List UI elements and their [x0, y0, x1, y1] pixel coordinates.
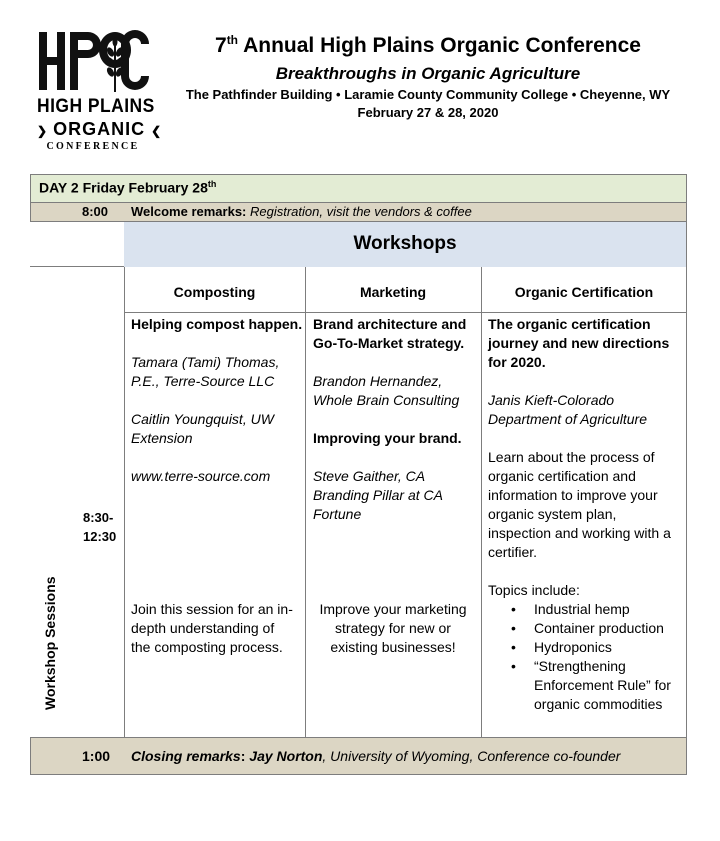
closing-time: 1:00 [82, 748, 111, 764]
hpoc-logo [33, 30, 162, 152]
session-time [83, 508, 116, 546]
title-number: 7 [215, 34, 227, 57]
certification-desc-line: organic system plan, [488, 506, 617, 522]
topic4-line: organic commodities [534, 696, 663, 712]
marketing-title2: Improving your brand. [313, 430, 462, 446]
topic4-line: • “Strengthening [534, 658, 626, 674]
day-label: DAY 2 Friday February 28 [39, 179, 208, 196]
closing-name: Jay Norton [249, 748, 323, 764]
chevron-left-icon: ❮ [151, 124, 162, 138]
marketing-speaker2: Steve Gaither, CA [313, 468, 426, 484]
marketing-speaker1-org: Whole Brain Consulting [313, 392, 460, 408]
certification-topics-list [488, 600, 687, 714]
column-header-certification: Organic Certification [514, 284, 654, 300]
marketing-speaker1: Brandon Hernandez, [313, 373, 443, 389]
closing-row [30, 737, 687, 775]
composting-speaker2: Caitlin Youngquist, UW [131, 411, 274, 427]
certification-desc-line: information to improve your [488, 487, 658, 503]
marketing-title: Brand architecture and [313, 316, 467, 332]
welcome-label: Welcome remarks: [131, 204, 247, 219]
composting-desc-line: the composting process. [131, 639, 283, 655]
composting-website[interactable]: www.terre-source.com [131, 468, 271, 484]
logo-conference: CONFERENCE [46, 141, 140, 152]
marketing-desc-line: existing businesses! [330, 639, 456, 655]
workshop-grid [30, 267, 687, 737]
marketing-cell [313, 315, 481, 524]
column-header-marketing: Marketing [359, 284, 427, 300]
composting-speaker2-org: Extension [131, 430, 193, 446]
page-subtitle: Breakthroughs in Organic Agriculture [275, 64, 581, 83]
topic4-line: Enforcement Rule” for [534, 677, 671, 693]
composting-title: Helping compost happen. [131, 316, 303, 332]
session-time-start: 8:30- [83, 510, 114, 525]
closing-text [131, 748, 620, 764]
title-rest: Annual High Plains Organic Conference [238, 34, 641, 57]
welcome-row [30, 203, 687, 222]
list-item: • Industrial hemp [534, 600, 687, 619]
certification-desc-line: inspection and working with a [488, 525, 671, 541]
logo-organic [37, 119, 162, 140]
certification-title: The organic certification [488, 316, 651, 332]
logo-organic-text: ORGANIC [53, 119, 146, 139]
composting-desc-line: depth understanding of [131, 620, 275, 636]
marketing-desc [305, 600, 481, 657]
hpoc-logo-mark [39, 30, 149, 92]
certification-desc-line: certifier. [488, 544, 538, 560]
certification-cell [488, 315, 687, 714]
welcome-label-wrap [131, 204, 472, 219]
marketing-speaker2-org2: Fortune [313, 506, 362, 522]
composting-cell [131, 315, 303, 486]
grid-divider [124, 267, 125, 737]
list-item: • Container production [534, 619, 687, 638]
closing-colon: : [240, 748, 250, 764]
composting-desc [131, 600, 303, 657]
welcome-desc: Registration, visit the vendors & coffee [250, 204, 472, 219]
page-title [168, 33, 688, 58]
logo-high-plains: HIGH PLAINS [37, 96, 155, 117]
certification-topics-intro: Topics include: [488, 582, 580, 598]
composting-desc-line: Join this session for an in- [131, 601, 293, 617]
session-time-end: 12:30 [83, 529, 117, 544]
dates: February 27 & 28, 2020 [357, 105, 499, 120]
certification-title-line2: journey and new directions [488, 335, 670, 351]
certification-title-line3: for 2020. [488, 354, 546, 370]
certification-desc-line: organic certification and [488, 468, 636, 484]
list-item [534, 657, 687, 714]
column-header-composting: Composting [173, 284, 256, 300]
closing-label: Closing remarks [131, 748, 241, 764]
closing-rest: , University of Wyoming, Conference co-founder [322, 748, 621, 764]
marketing-desc-line: strategy for new or [335, 620, 451, 636]
welcome-time: 8:00 [82, 204, 109, 219]
location: The Pathfinder Building • Laramie County Community College • Cheyenne, WY [185, 87, 671, 102]
marketing-desc-line: Improve your marketing [319, 601, 467, 617]
marketing-title-line2: Go-To-Market strategy. [313, 335, 465, 351]
composting-speaker1: Tamara (Tami) Thomas, [131, 354, 280, 370]
list-item: • Hydroponics [534, 638, 687, 657]
certification-desc-line: Learn about the process of [488, 449, 655, 465]
marketing-speaker2-org: Branding Pillar at CA [313, 487, 443, 503]
chevron-right-icon: ❯ [37, 124, 48, 138]
workshops-heading: Workshops [124, 222, 687, 267]
title-sup: th [226, 33, 239, 47]
certification-speaker: Janis Kieft-Colorado [488, 392, 615, 408]
grid-divider [305, 267, 306, 737]
grid-divider [124, 312, 686, 313]
session-label: Workshop Sessions [42, 576, 58, 710]
day-sup: th [207, 179, 217, 189]
composting-speaker1-org: P.E., Terre-Source LLC [131, 373, 275, 389]
certification-speaker-org: Department of Agriculture [488, 411, 647, 427]
grid-divider [481, 267, 482, 737]
workshops-header-spacer [30, 222, 124, 267]
day-row [30, 174, 687, 203]
